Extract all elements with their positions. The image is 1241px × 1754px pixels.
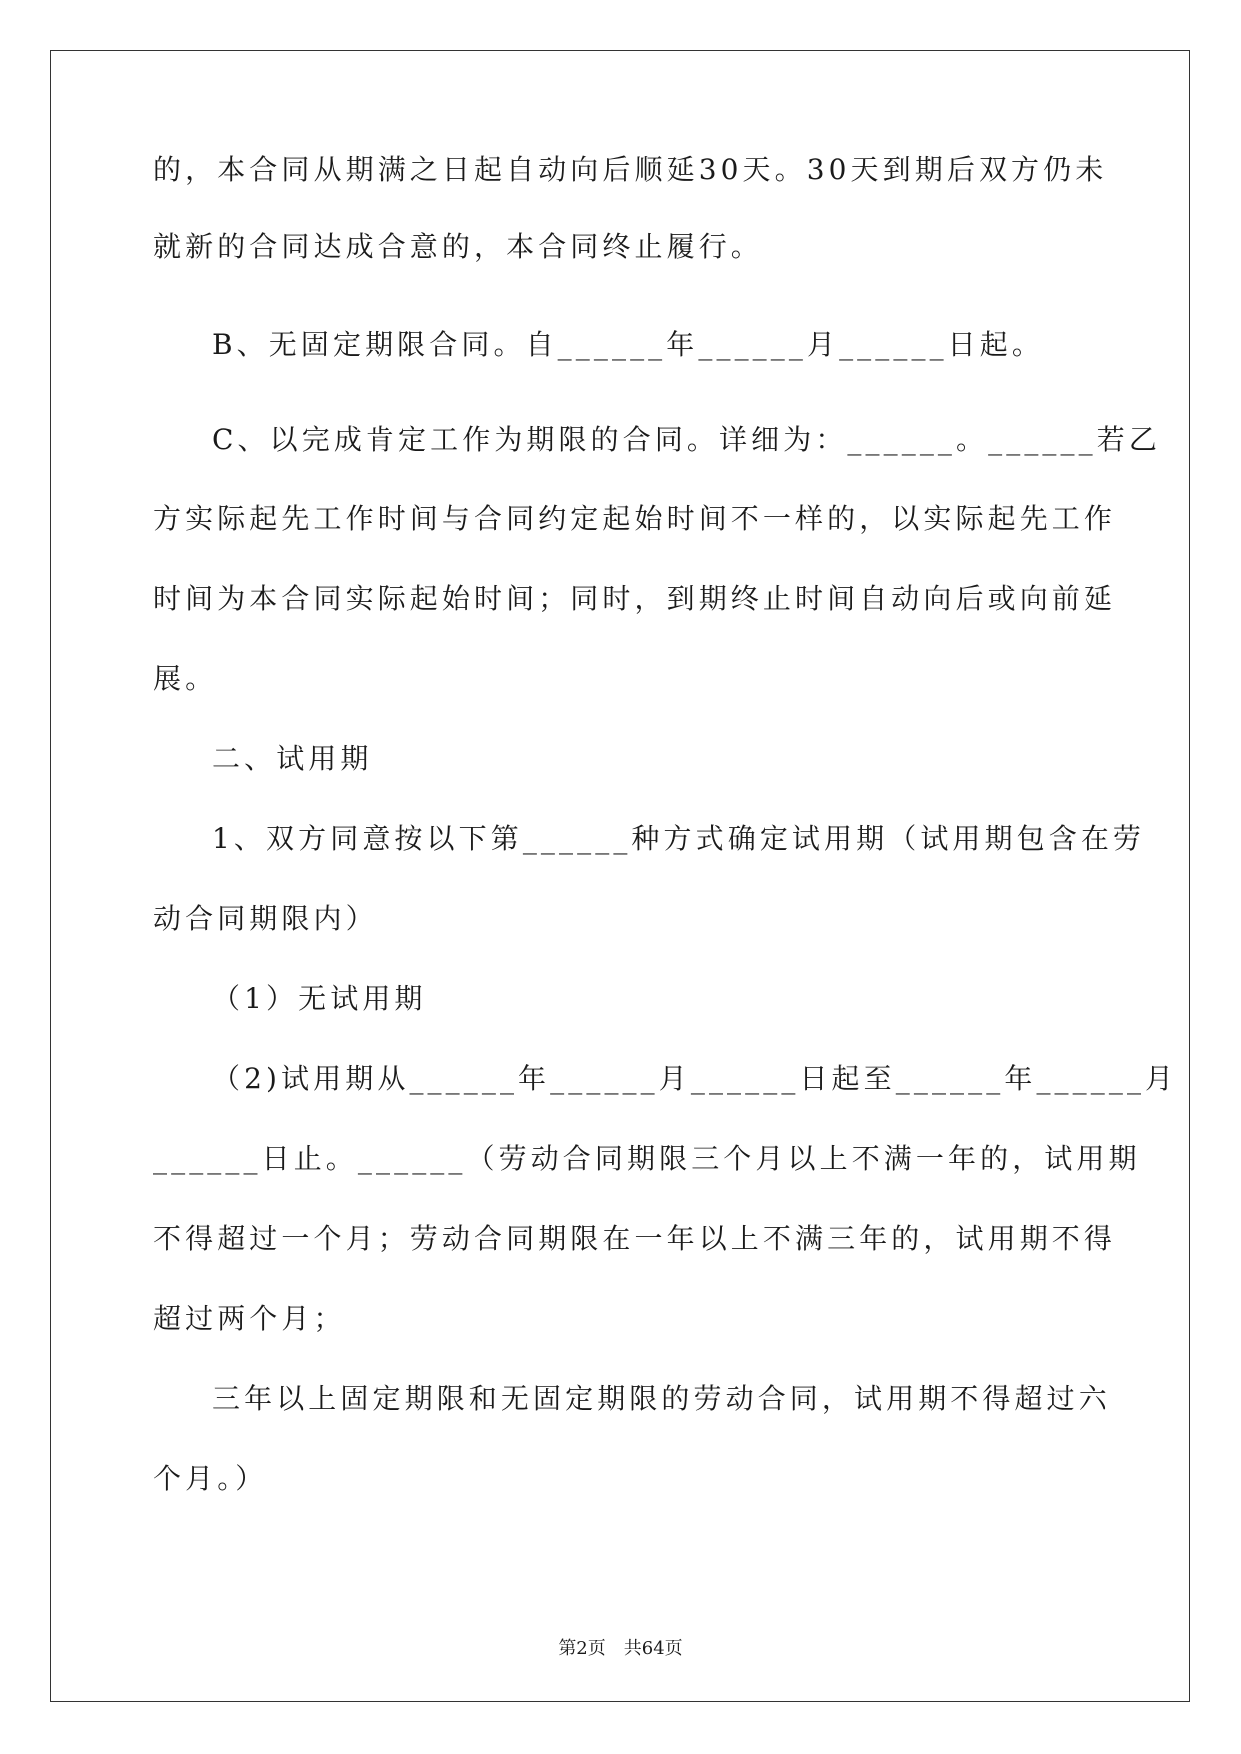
page-border bbox=[50, 50, 1190, 1702]
paragraph-line: （1）无试用期 bbox=[212, 982, 427, 1015]
paragraph-line: 超过两个月； bbox=[153, 1302, 346, 1335]
page-number-footer: 第2页 共64页 bbox=[558, 1638, 683, 1659]
paragraph-line: ______日止。______（劳动合同期限三个月以上不满一年的，试用期 bbox=[153, 1142, 1141, 1175]
paragraph-line: 个月。） bbox=[153, 1462, 268, 1495]
paragraph-line: （2)试用期从______年______月______日起至______年______月 bbox=[212, 1062, 1178, 1095]
paragraph-line: 1、双方同意按以下第______种方式确定试用期（试用期包含在劳 bbox=[212, 822, 1146, 855]
paragraph-line: 时间为本合同实际起始时间；同时，到期终止时间自动向后或向前延 bbox=[153, 582, 1117, 615]
paragraph-line: 不得超过一个月；劳动合同期限在一年以上不满三年的，试用期不得 bbox=[153, 1222, 1117, 1255]
paragraph-line: C、以完成肯定工作为期限的合同。详细为：______。______若乙 bbox=[212, 423, 1161, 456]
paragraph-line: B、无固定期限合同。自______年______月______日起。 bbox=[212, 328, 1044, 361]
paragraph-line: 展。 bbox=[153, 662, 218, 695]
section-heading: 二、试用期 bbox=[212, 742, 373, 775]
paragraph-line: 三年以上固定期限和无固定期限的劳动合同，试用期不得超过六 bbox=[212, 1382, 1111, 1415]
paragraph-line: 方实际起先工作时间与合同约定起始时间不一样的，以实际起先工作 bbox=[153, 502, 1117, 535]
paragraph-line: 就新的合同达成合意的，本合同终止履行。 bbox=[153, 230, 763, 263]
paragraph-line: 动合同期限内） bbox=[153, 902, 378, 935]
paragraph-line: 的，本合同从期满之日起自动向后顺延30天。30天到期后双方仍未 bbox=[153, 153, 1108, 186]
